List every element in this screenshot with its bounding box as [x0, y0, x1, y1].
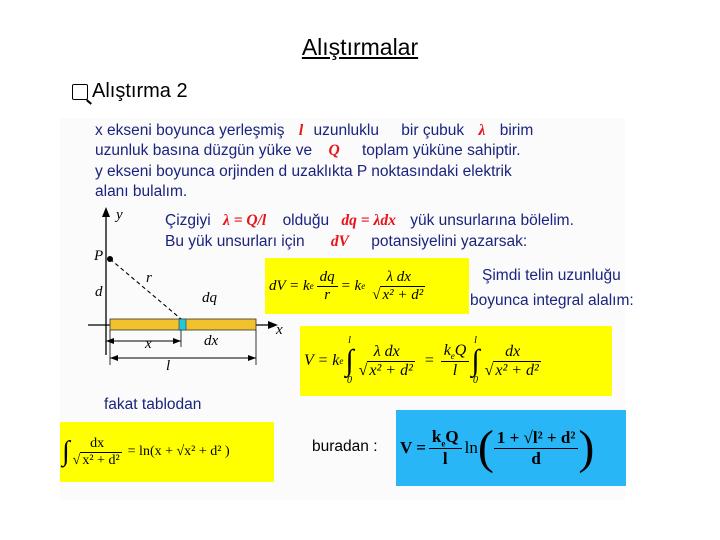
bullet-icon	[72, 84, 88, 100]
table-label: fakat tablodan	[104, 396, 202, 413]
y-axis-arrow-icon	[102, 207, 110, 217]
problem-line-3: y ekseni boyunca orjinden d uzaklıkta P noktasındaki elektrik	[95, 163, 512, 180]
table-integral-box: ∫ $\frac{dx}{\text{√ x² + d²}}$ = ln(x + √x² + d² )	[60, 422, 274, 482]
label-r: r	[146, 270, 152, 286]
label-d: d	[95, 284, 103, 300]
dv-equation-box: dV = k e $\frac{dq}{r}$ = k e $\frac{\text{λ dx}}{\text{√ x² + d²}}$	[265, 258, 469, 314]
exercise-label: Alıştırma 2	[92, 80, 188, 102]
page-title: Alıştırmalar	[301, 34, 419, 60]
step2-line-2: boyunca integral alalım:	[470, 292, 634, 309]
problem-line-1: x ekseni boyunca yerleşmiş l uzunluklu bir çubuk λ birim	[95, 122, 534, 139]
label-y: y	[116, 207, 123, 223]
point-p	[107, 256, 113, 262]
distance-r-line	[110, 259, 181, 319]
charge-element	[179, 319, 186, 330]
step2-line-1: Şimdi telin uzunluğu	[482, 267, 621, 284]
final-result-box: V = $\frac{k_eQ}{l}$ ln ( $\frac{\text{1 + √l² + d²}}{d}$ )	[396, 410, 626, 486]
step1-line-2: Bu yük unsurları için dV potansiyelini yazarsak:	[165, 233, 528, 250]
exercise-heading	[72, 80, 188, 103]
label-x-length: x	[145, 336, 152, 352]
label-dq: dq	[202, 290, 217, 306]
step1-line-1: Çizgiyi λ = Q/l olduğu dq = λdx yük unsurlarına bölelim.	[165, 212, 574, 229]
problem-line-4: alanı bulalım.	[95, 183, 188, 200]
label-x: x	[276, 322, 283, 338]
buradan-label: buradan :	[312, 438, 378, 455]
label-p: P	[94, 248, 104, 264]
label-l: l	[166, 358, 171, 374]
label-dx: dx	[204, 333, 219, 349]
v-integral-box: V = k e l ∫ 0 $\frac{\text{λ dx}}{\text{√ x² + d²}}$ = $\frac{k_eQ}{l}$ l ∫ 0 $\frac{dx}{\text{√ x² + d²}}$	[300, 326, 612, 396]
problem-line-2: uzunluk basına düzgün yüke ve Q toplam yüküne sahiptir.	[95, 142, 521, 159]
